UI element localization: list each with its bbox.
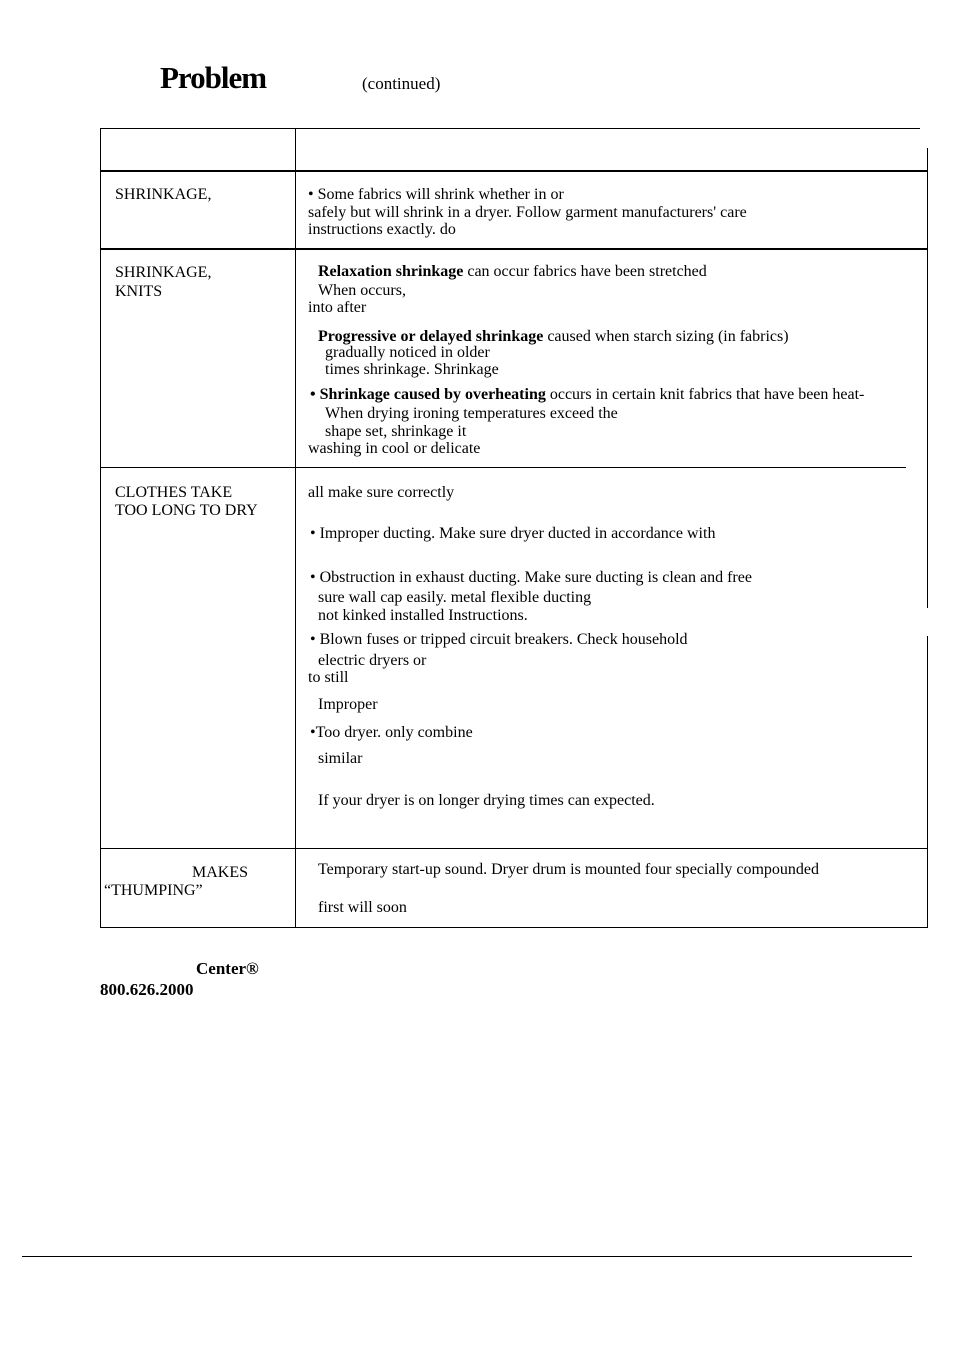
cause-text: into after bbox=[308, 299, 367, 316]
page-bottom-rule bbox=[22, 1256, 912, 1257]
table-column-rule bbox=[295, 128, 296, 928]
problem-label: KNITS bbox=[115, 283, 163, 300]
cause-text: similar bbox=[318, 750, 363, 767]
cause-text: times shrinkage. Shrinkage bbox=[325, 361, 499, 378]
cause-text: • Shrinkage caused by overheating occurs in certain knit fabrics that have been heat- bbox=[310, 386, 865, 403]
cause-text: all make sure correctly bbox=[308, 484, 455, 501]
row-divider bbox=[100, 467, 906, 468]
cause-text: When occurs, bbox=[318, 282, 406, 299]
row-divider bbox=[100, 848, 928, 849]
cause-text: first will soon bbox=[318, 899, 407, 916]
cause-text: shape set, shrinkage it bbox=[325, 423, 467, 440]
cause-text: electric dryers or bbox=[318, 652, 427, 669]
cause-text: sure wall cap easily. metal flexible ducting bbox=[318, 589, 592, 606]
cause-text: to still bbox=[308, 669, 349, 686]
table-left-rule bbox=[100, 128, 101, 928]
cause-text: Temporary start-up sound. Dryer drum is mounted four specially compounded bbox=[318, 861, 819, 878]
cause-text: • Some fabrics will shrink whether in or bbox=[308, 186, 564, 203]
cause-text: Progressive or delayed shrinkage caused when starch sizing (in fabrics) bbox=[318, 328, 789, 345]
cause-text: safely but will shrink in a dryer. Follow garment manufacturers' care bbox=[308, 204, 747, 221]
cause-text: gradually noticed in older bbox=[325, 344, 490, 361]
cause-text: • Improper ducting. Make sure dryer ducted in accordance with bbox=[310, 525, 716, 542]
problem-label: CLOTHES TAKE bbox=[115, 484, 233, 501]
cause-text: not kinked installed Instructions. bbox=[318, 607, 528, 624]
cause-text: Relaxation shrinkage can occur fabrics have been stretched bbox=[318, 263, 707, 280]
table-header-rule bbox=[100, 170, 928, 172]
problem-label: “THUMPING” bbox=[104, 882, 203, 899]
cause-text: washing in cool or delicate bbox=[308, 440, 481, 457]
cause-text: If your dryer is on longer drying times can expected. bbox=[318, 792, 655, 809]
cause-text: instructions exactly. do bbox=[308, 221, 456, 238]
cause-text: Improper bbox=[318, 696, 378, 713]
cause-text: When drying ironing temperatures exceed the bbox=[325, 405, 618, 422]
table-top-rule bbox=[100, 128, 920, 129]
table-bottom-rule bbox=[100, 927, 928, 928]
page-title: Problem bbox=[160, 60, 267, 95]
phone-number: 800.626.2000 bbox=[100, 980, 194, 999]
cause-text: • Obstruction in exhaust ducting. Make sure ducting is clean and free bbox=[310, 569, 752, 586]
page-subtitle: (continued) bbox=[362, 74, 441, 93]
row-divider bbox=[100, 248, 928, 250]
answer-center-label: Center® bbox=[196, 959, 259, 978]
table-right-rule bbox=[927, 636, 928, 928]
problem-label: SHRINKAGE, bbox=[115, 186, 212, 203]
cause-text: •Too dryer. only combine bbox=[310, 724, 473, 741]
cause-text: • Blown fuses or tripped circuit breakers. Check household bbox=[310, 631, 688, 648]
problem-label: MAKES bbox=[192, 864, 249, 881]
problem-label: TOO LONG TO DRY bbox=[115, 502, 258, 519]
problem-label: SHRINKAGE, bbox=[115, 264, 212, 281]
table-right-rule bbox=[927, 148, 928, 608]
